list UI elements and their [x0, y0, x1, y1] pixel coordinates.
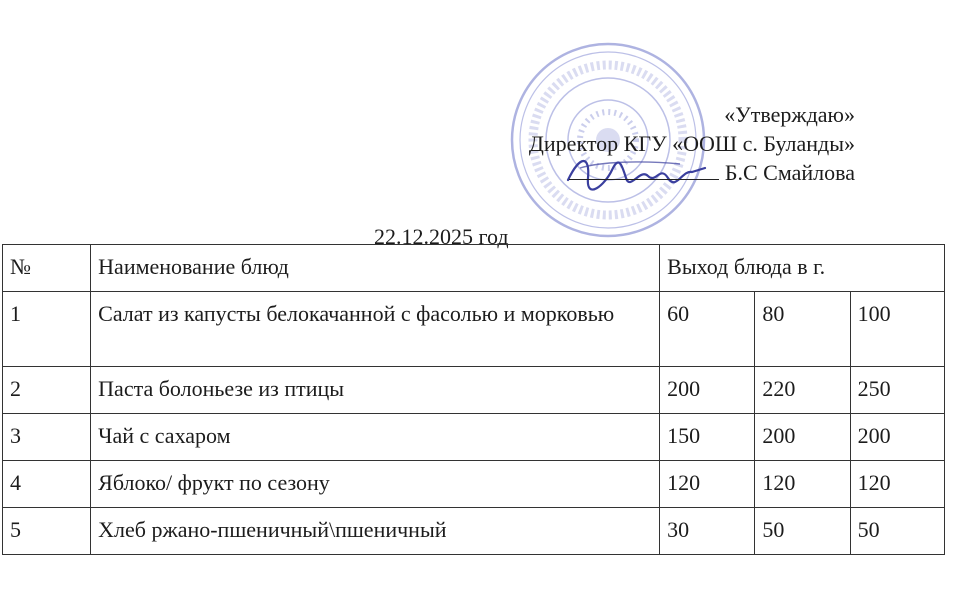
row-yield-1: 120	[660, 461, 755, 508]
row-dish-name: Салат из капусты белокачанной с фасолью и морковью	[91, 292, 660, 367]
row-yield-3: 120	[850, 461, 944, 508]
row-dish-name: Паста болоньезе из птицы	[91, 367, 660, 414]
row-dish-name: Чай с сахаром	[91, 414, 660, 461]
row-dish-name: Хлеб ржано-пшеничный\пшеничный	[91, 508, 660, 555]
row-yield-1: 200	[660, 367, 755, 414]
row-yield-2: 220	[755, 367, 850, 414]
row-yield-2: 50	[755, 508, 850, 555]
approval-title: «Утверждаю»	[724, 102, 855, 127]
director-name: Б.С Смайлова	[724, 160, 855, 185]
row-yield-1: 150	[660, 414, 755, 461]
director-title: Директор КГУ «ООШ с. Буланды»	[528, 131, 855, 156]
row-yield-2: 200	[755, 414, 850, 461]
table-header-row	[3, 245, 945, 292]
signature-underline	[569, 161, 719, 180]
table-row	[3, 292, 945, 367]
row-yield-3: 100	[850, 292, 944, 367]
table-row	[3, 414, 945, 461]
header-yield: Выход блюда в г.	[660, 245, 945, 292]
row-yield-2: 80	[755, 292, 850, 367]
table-row	[3, 508, 945, 555]
header-number: №	[3, 245, 91, 292]
row-dish-name: Яблоко/ фрукт по сезону	[91, 461, 660, 508]
header-dish-name: Наименование блюд	[91, 245, 660, 292]
approval-block	[529, 100, 855, 187]
director-signature-line	[529, 158, 855, 187]
row-number: 3	[3, 414, 91, 461]
row-number: 2	[3, 367, 91, 414]
row-yield-2: 120	[755, 461, 850, 508]
row-yield-1: 60	[660, 292, 755, 367]
table-row	[3, 461, 945, 508]
document-date: 22.12.2025 год	[374, 224, 509, 249]
row-number: 4	[3, 461, 91, 508]
row-number: 1	[3, 292, 91, 367]
table-row	[3, 367, 945, 414]
row-yield-3: 200	[850, 414, 944, 461]
row-yield-3: 250	[850, 367, 944, 414]
row-yield-3: 50	[850, 508, 944, 555]
row-number: 5	[3, 508, 91, 555]
menu-table	[2, 244, 945, 555]
row-yield-1: 30	[660, 508, 755, 555]
